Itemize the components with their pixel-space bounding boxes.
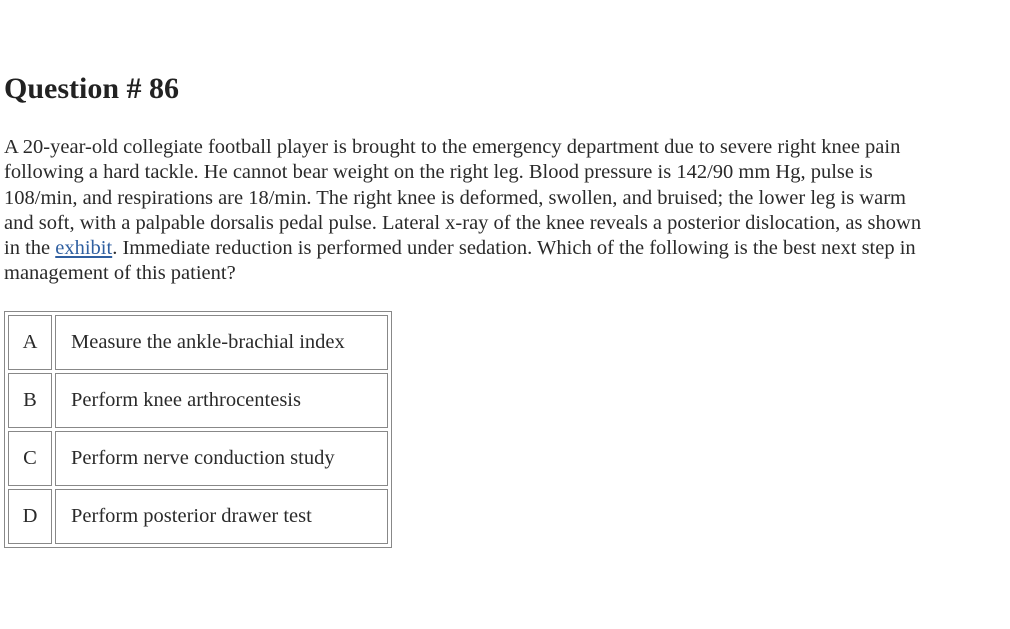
answer-choice-d[interactable] <box>8 489 388 544</box>
exhibit-link[interactable]: exhibit <box>55 237 113 260</box>
choice-text[interactable]: Measure the ankle-brachial index <box>55 315 388 370</box>
answer-choice-a[interactable] <box>8 315 388 370</box>
choice-letter: D <box>8 489 52 544</box>
choice-letter: B <box>8 373 52 428</box>
question-title: Question # 86 <box>4 72 180 105</box>
answer-choice-c[interactable] <box>8 431 388 486</box>
question-stem <box>4 135 939 287</box>
answer-choice-b[interactable] <box>8 373 388 428</box>
choice-text[interactable]: Perform posterior drawer test <box>55 489 388 544</box>
choice-letter: A <box>8 315 52 370</box>
question-stem-text-1: A 20-year-old collegiate football player is brought to the emergency department due to severe right knee pain following a hard tackle. He cannot bear weight on the right leg. Blood pressure is 142/90 mm Hg, pulse is 108/min, and respirations are 18/min. The right knee is deformed, swollen, and bruised; the lower leg is warm and soft, with a palpable dorsalis pedal pulse. Lateral x-ray of the knee reveals a posterior dislocation, as shown in the <box>4 136 922 260</box>
choice-text[interactable]: Perform knee arthrocentesis <box>55 373 388 428</box>
question-stem-text-2: . Immediate reduction is performed under sedation. Which of the following is the best next step in management of this patient? <box>4 237 916 285</box>
choice-text[interactable]: Perform nerve conduction study <box>55 431 388 486</box>
answer-choices-table <box>4 311 392 548</box>
choice-letter: C <box>8 431 52 486</box>
